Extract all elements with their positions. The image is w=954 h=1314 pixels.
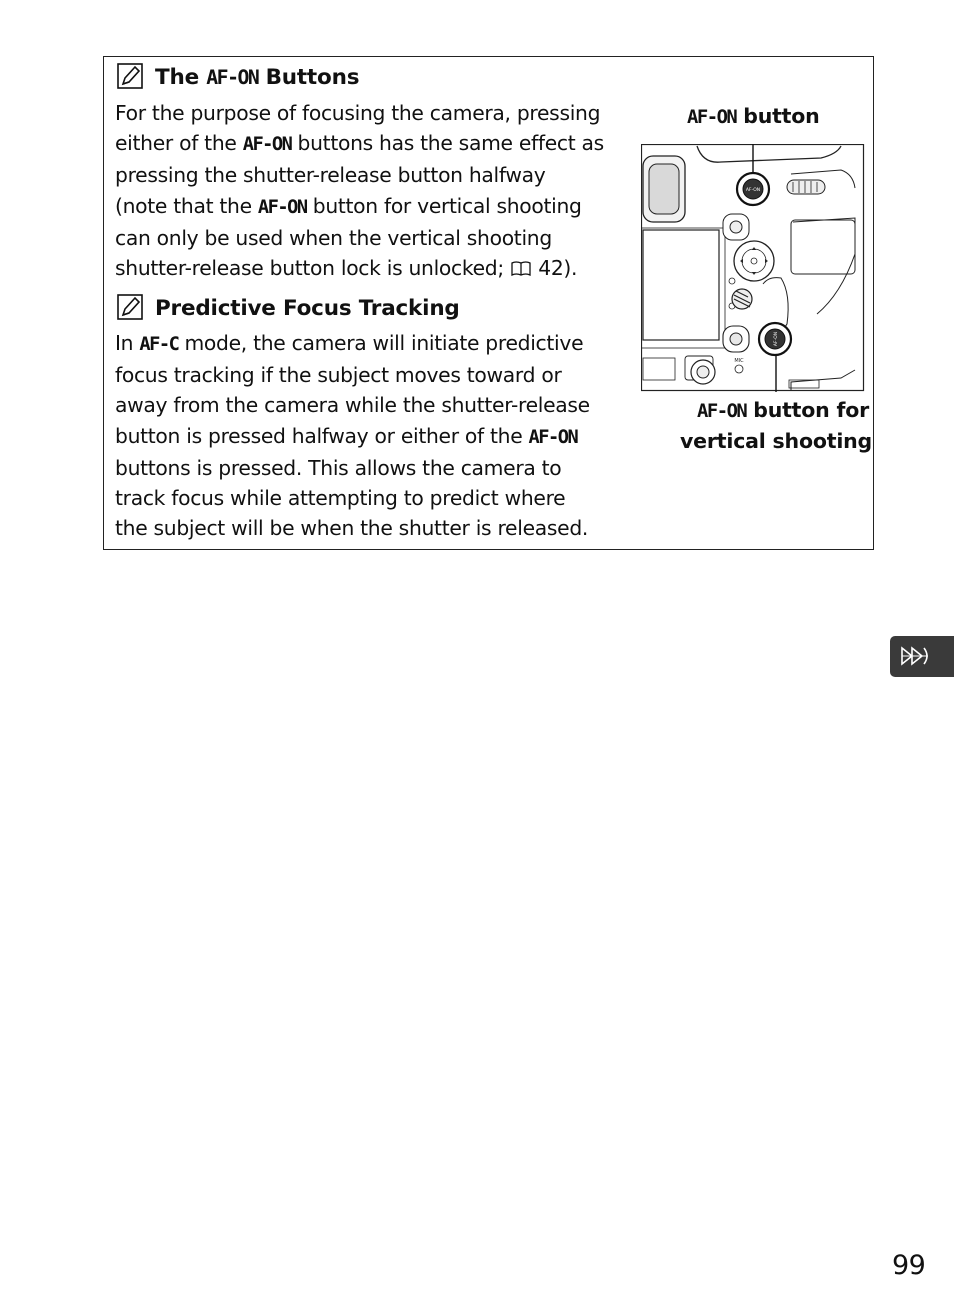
page-number: 99 [892, 1250, 926, 1281]
callout-af-on-vertical-line1: AF-ON button for [697, 398, 870, 422]
paragraph-line: shutter-release button lock is unlocked; 42). [115, 256, 578, 281]
button-label-af-on: AF-ON [745, 188, 761, 193]
paragraph-line: (note that the AF-ON button for vertical shooting [115, 193, 582, 218]
note-box [103, 56, 874, 550]
button-label-af-on-vertical: AF-ON [774, 331, 779, 347]
paragraph-line: can only be used when the vertical shooting [115, 225, 552, 250]
camera-back-figure [641, 101, 873, 461]
note-paragraph-predictive [115, 328, 627, 543]
pencil-note-icon [117, 294, 143, 320]
paragraph-line: pressing the shutter-release button halfway [115, 163, 546, 188]
mic-label: MIC [734, 358, 744, 364]
note-title-predictive-focus: Predictive Focus Tracking [155, 296, 460, 321]
callout-af-on-button: AF-ON button [687, 104, 820, 128]
camera-back-illustration [641, 144, 865, 392]
paragraph-line: away from the camera while the shutter-release [115, 393, 590, 418]
paragraph-line: focus tracking if the subject moves toward or [115, 363, 562, 388]
paragraph-line: either of the AF-ON buttons has the same effect as [115, 131, 604, 156]
shooting-mode-tab-icon [900, 645, 932, 667]
book-icon [510, 260, 532, 277]
paragraph-line: For the purpose of focusing the camera, pressing [115, 101, 601, 125]
paragraph-line: buttons is pressed. This allows the camera to [115, 455, 562, 480]
chapter-side-tab [890, 636, 954, 677]
paragraph-line: the subject will be when the shutter is released. [115, 516, 589, 541]
paragraph-line: In AF-C mode, the camera will initiate predictive [115, 331, 584, 355]
note-title-af-on-buttons: The AF-ON Buttons [155, 65, 360, 90]
paragraph-line: button is pressed halfway or either of the AF-ON [115, 423, 578, 448]
pencil-note-icon [117, 63, 143, 89]
callout-af-on-vertical-line2: vertical shooting [680, 429, 873, 453]
note-paragraph-af-on [115, 98, 627, 283]
paragraph-line: track focus while attempting to predict where [115, 486, 566, 511]
